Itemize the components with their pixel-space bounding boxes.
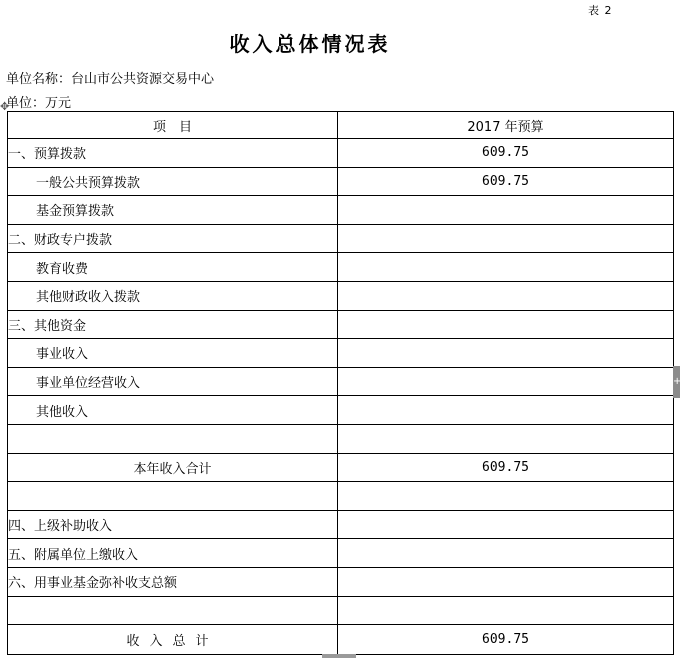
table-row bbox=[8, 339, 674, 368]
row-value: 609.75 bbox=[338, 625, 674, 655]
row-value bbox=[338, 367, 674, 396]
header-budget-cell: 2017 年预算 bbox=[338, 112, 674, 139]
row-label: 基金预算拨款 bbox=[8, 196, 338, 225]
row-label: 一、预算拨款 bbox=[8, 139, 338, 168]
table-row bbox=[8, 396, 674, 425]
table-row bbox=[8, 167, 674, 196]
unit-name-label: 单位名称：台山市公共资源交易中心 bbox=[6, 72, 215, 87]
table-number: 表 2 bbox=[588, 4, 613, 17]
row-label: 三、其他资金 bbox=[8, 310, 338, 339]
table-row bbox=[8, 196, 674, 225]
row-label: 其他财政收入拨款 bbox=[8, 281, 338, 310]
row-label: 一般公共预算拨款 bbox=[8, 167, 338, 196]
header-item-cell: 项 目 bbox=[8, 112, 338, 139]
table-row bbox=[8, 539, 674, 568]
row-label bbox=[8, 482, 338, 511]
row-value bbox=[338, 310, 674, 339]
table-row bbox=[8, 139, 674, 168]
row-value: 609.75 bbox=[338, 453, 674, 482]
table-row bbox=[8, 567, 674, 596]
row-label: 事业单位经营收入 bbox=[8, 367, 338, 396]
row-label bbox=[8, 596, 338, 625]
row-value bbox=[338, 424, 674, 453]
row-label: 二、财政专户拨款 bbox=[8, 224, 338, 253]
expand-panel-icon[interactable]: + bbox=[673, 366, 680, 398]
horizontal-scrollbar-thumb[interactable] bbox=[322, 654, 356, 658]
income-summary-table bbox=[7, 111, 674, 655]
row-label: 其他收入 bbox=[8, 396, 338, 425]
row-value bbox=[338, 596, 674, 625]
page-title: 收入总体情况表 bbox=[229, 32, 391, 56]
row-value bbox=[338, 567, 674, 596]
row-value bbox=[338, 482, 674, 511]
row-value bbox=[338, 281, 674, 310]
row-label: 五、附属单位上缴收入 bbox=[8, 539, 338, 568]
row-label: 收入总计 bbox=[8, 625, 338, 655]
table-row bbox=[8, 510, 674, 539]
row-value: 609.75 bbox=[338, 167, 674, 196]
currency-unit-label: 单位：万元 bbox=[6, 96, 72, 111]
row-value bbox=[338, 396, 674, 425]
row-value bbox=[338, 253, 674, 282]
row-label: 六、用事业基金弥补收支总额 bbox=[8, 567, 338, 596]
table-move-handle-icon[interactable]: ✥ bbox=[0, 100, 10, 113]
table-row bbox=[8, 596, 674, 625]
table-row bbox=[8, 367, 674, 396]
table-row bbox=[8, 224, 674, 253]
row-value bbox=[338, 196, 674, 225]
table-row-total bbox=[8, 625, 674, 655]
row-value: 609.75 bbox=[338, 139, 674, 168]
row-label: 四、上级补助收入 bbox=[8, 510, 338, 539]
row-label: 本年收入合计 bbox=[8, 453, 338, 482]
table-row bbox=[8, 281, 674, 310]
row-value bbox=[338, 539, 674, 568]
table-row bbox=[8, 253, 674, 282]
table-row bbox=[8, 310, 674, 339]
row-value bbox=[338, 339, 674, 368]
table-row bbox=[8, 482, 674, 511]
table-row-subtotal bbox=[8, 453, 674, 482]
row-value bbox=[338, 510, 674, 539]
row-label: 事业收入 bbox=[8, 339, 338, 368]
row-value bbox=[338, 224, 674, 253]
row-label bbox=[8, 424, 338, 453]
table-header-row bbox=[8, 112, 674, 139]
table-row bbox=[8, 424, 674, 453]
row-label: 教育收费 bbox=[8, 253, 338, 282]
